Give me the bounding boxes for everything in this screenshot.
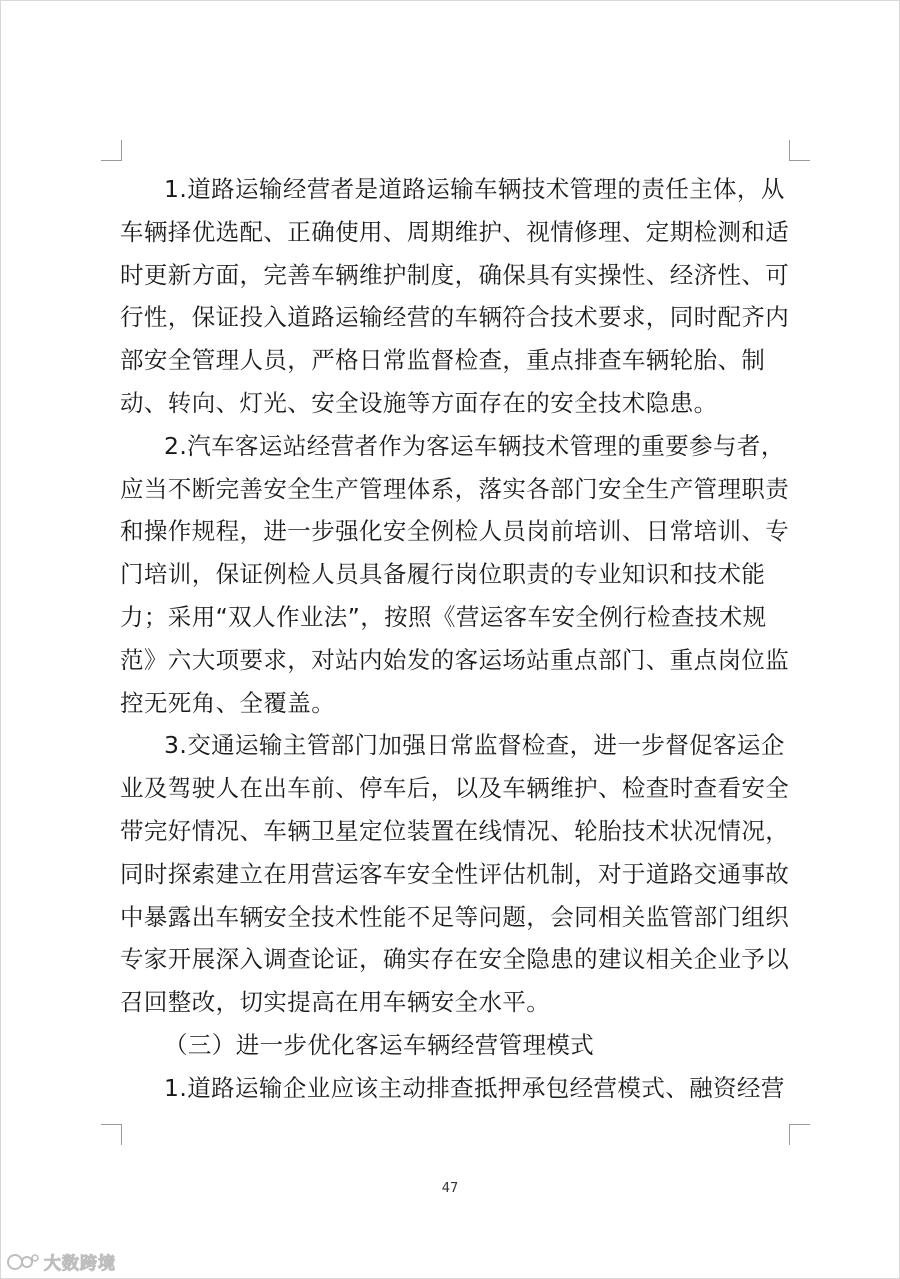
watermark-text: 大数跨境 [44, 1253, 116, 1274]
paragraph-3-line-3: 带完好情况、车辆卫星定位装置在线情况、轮胎技术状况情况， [120, 816, 790, 845]
watermark [6, 1248, 116, 1274]
paragraph-2-line-4: 门培训，保证例检人员具备履行岗位职责的专业知识和技术能 [120, 560, 766, 589]
crop-mark-bottom-left [101, 1124, 122, 1145]
paragraph-2-line-1: 2.汽车客运站经营者作为客运车辆技术管理的重要参与者， [164, 431, 785, 460]
paragraph-3-line-5: 中暴露出车辆安全技术性能不足等问题，会同相关监管部门组织 [120, 902, 790, 931]
paragraph-2-line-2: 应当不断完善安全生产管理体系，落实各部门安全生产管理职责 [120, 474, 790, 503]
crop-mark-top-right [789, 140, 810, 161]
paragraph-3-line-2: 业及驾驶人在出车前、停车后，以及车辆维护、检查时查看安全 [120, 774, 790, 803]
paragraph-1-line-6: 动、转向、灯光、安全设施等方面存在的安全技术隐患。 [120, 388, 718, 417]
paragraph-1-line-2: 车辆择优选配、正确使用、周期维护、视情修理、定期检测和适 [120, 217, 790, 246]
paragraph-2-line-5: 力；采用“双人作业法”，按照《营运客车安全例行检查技术规 [120, 602, 767, 631]
paragraph-2-line-3: 和操作规程，进一步强化安全例检人员岗前培训、日常培训、专 [120, 517, 790, 546]
paragraph-1-line-3: 时更新方面，完善车辆维护制度，确保具有实操性、经济性、可 [120, 260, 790, 289]
document-body [120, 168, 790, 1110]
paragraph-3-line-1: 3.交通运输主管部门加强日常监督检查，进一步督促客运企 [164, 731, 785, 760]
paragraph-1-line-1: 1.道路运输经营者是道路运输车辆技术管理的责任主体，从 [164, 175, 785, 203]
paragraph-1-line-5: 部安全管理人员，严格日常监督检查，重点排查车辆轮胎、制 [120, 346, 766, 375]
paragraph-2-line-6: 范》六大项要求，对站内始发的客运场站重点部门、重点岗位监 [120, 645, 790, 674]
section-heading: （三）进一步优化客运车辆经营管理模式 [164, 1030, 595, 1059]
paragraph-2-line-7: 控无死角、全覆盖。 [120, 688, 336, 717]
paragraph-3-line-6: 专家开展深入调查论证，确实存在安全隐患的建议相关企业予以 [120, 945, 790, 974]
crop-mark-bottom-right [789, 1124, 810, 1145]
page-number: 47 [441, 1181, 459, 1196]
crop-mark-top-left [101, 140, 122, 161]
paragraph-3-line-7: 召回整改，切实提高在用车辆安全水平。 [120, 988, 551, 1017]
paragraph-1-line-4: 行性，保证投入道路运输经营的车辆符合技术要求，同时配齐内 [120, 303, 790, 332]
brand-logo-icon [6, 1250, 40, 1272]
paragraph-3-line-4: 同时探索建立在用营运客车安全性评估机制，对于道路交通事故 [120, 859, 790, 888]
paragraph-4-line-1: 1.道路运输企业应该主动排查抵押承包经营模式、融资经营 [164, 1073, 785, 1102]
